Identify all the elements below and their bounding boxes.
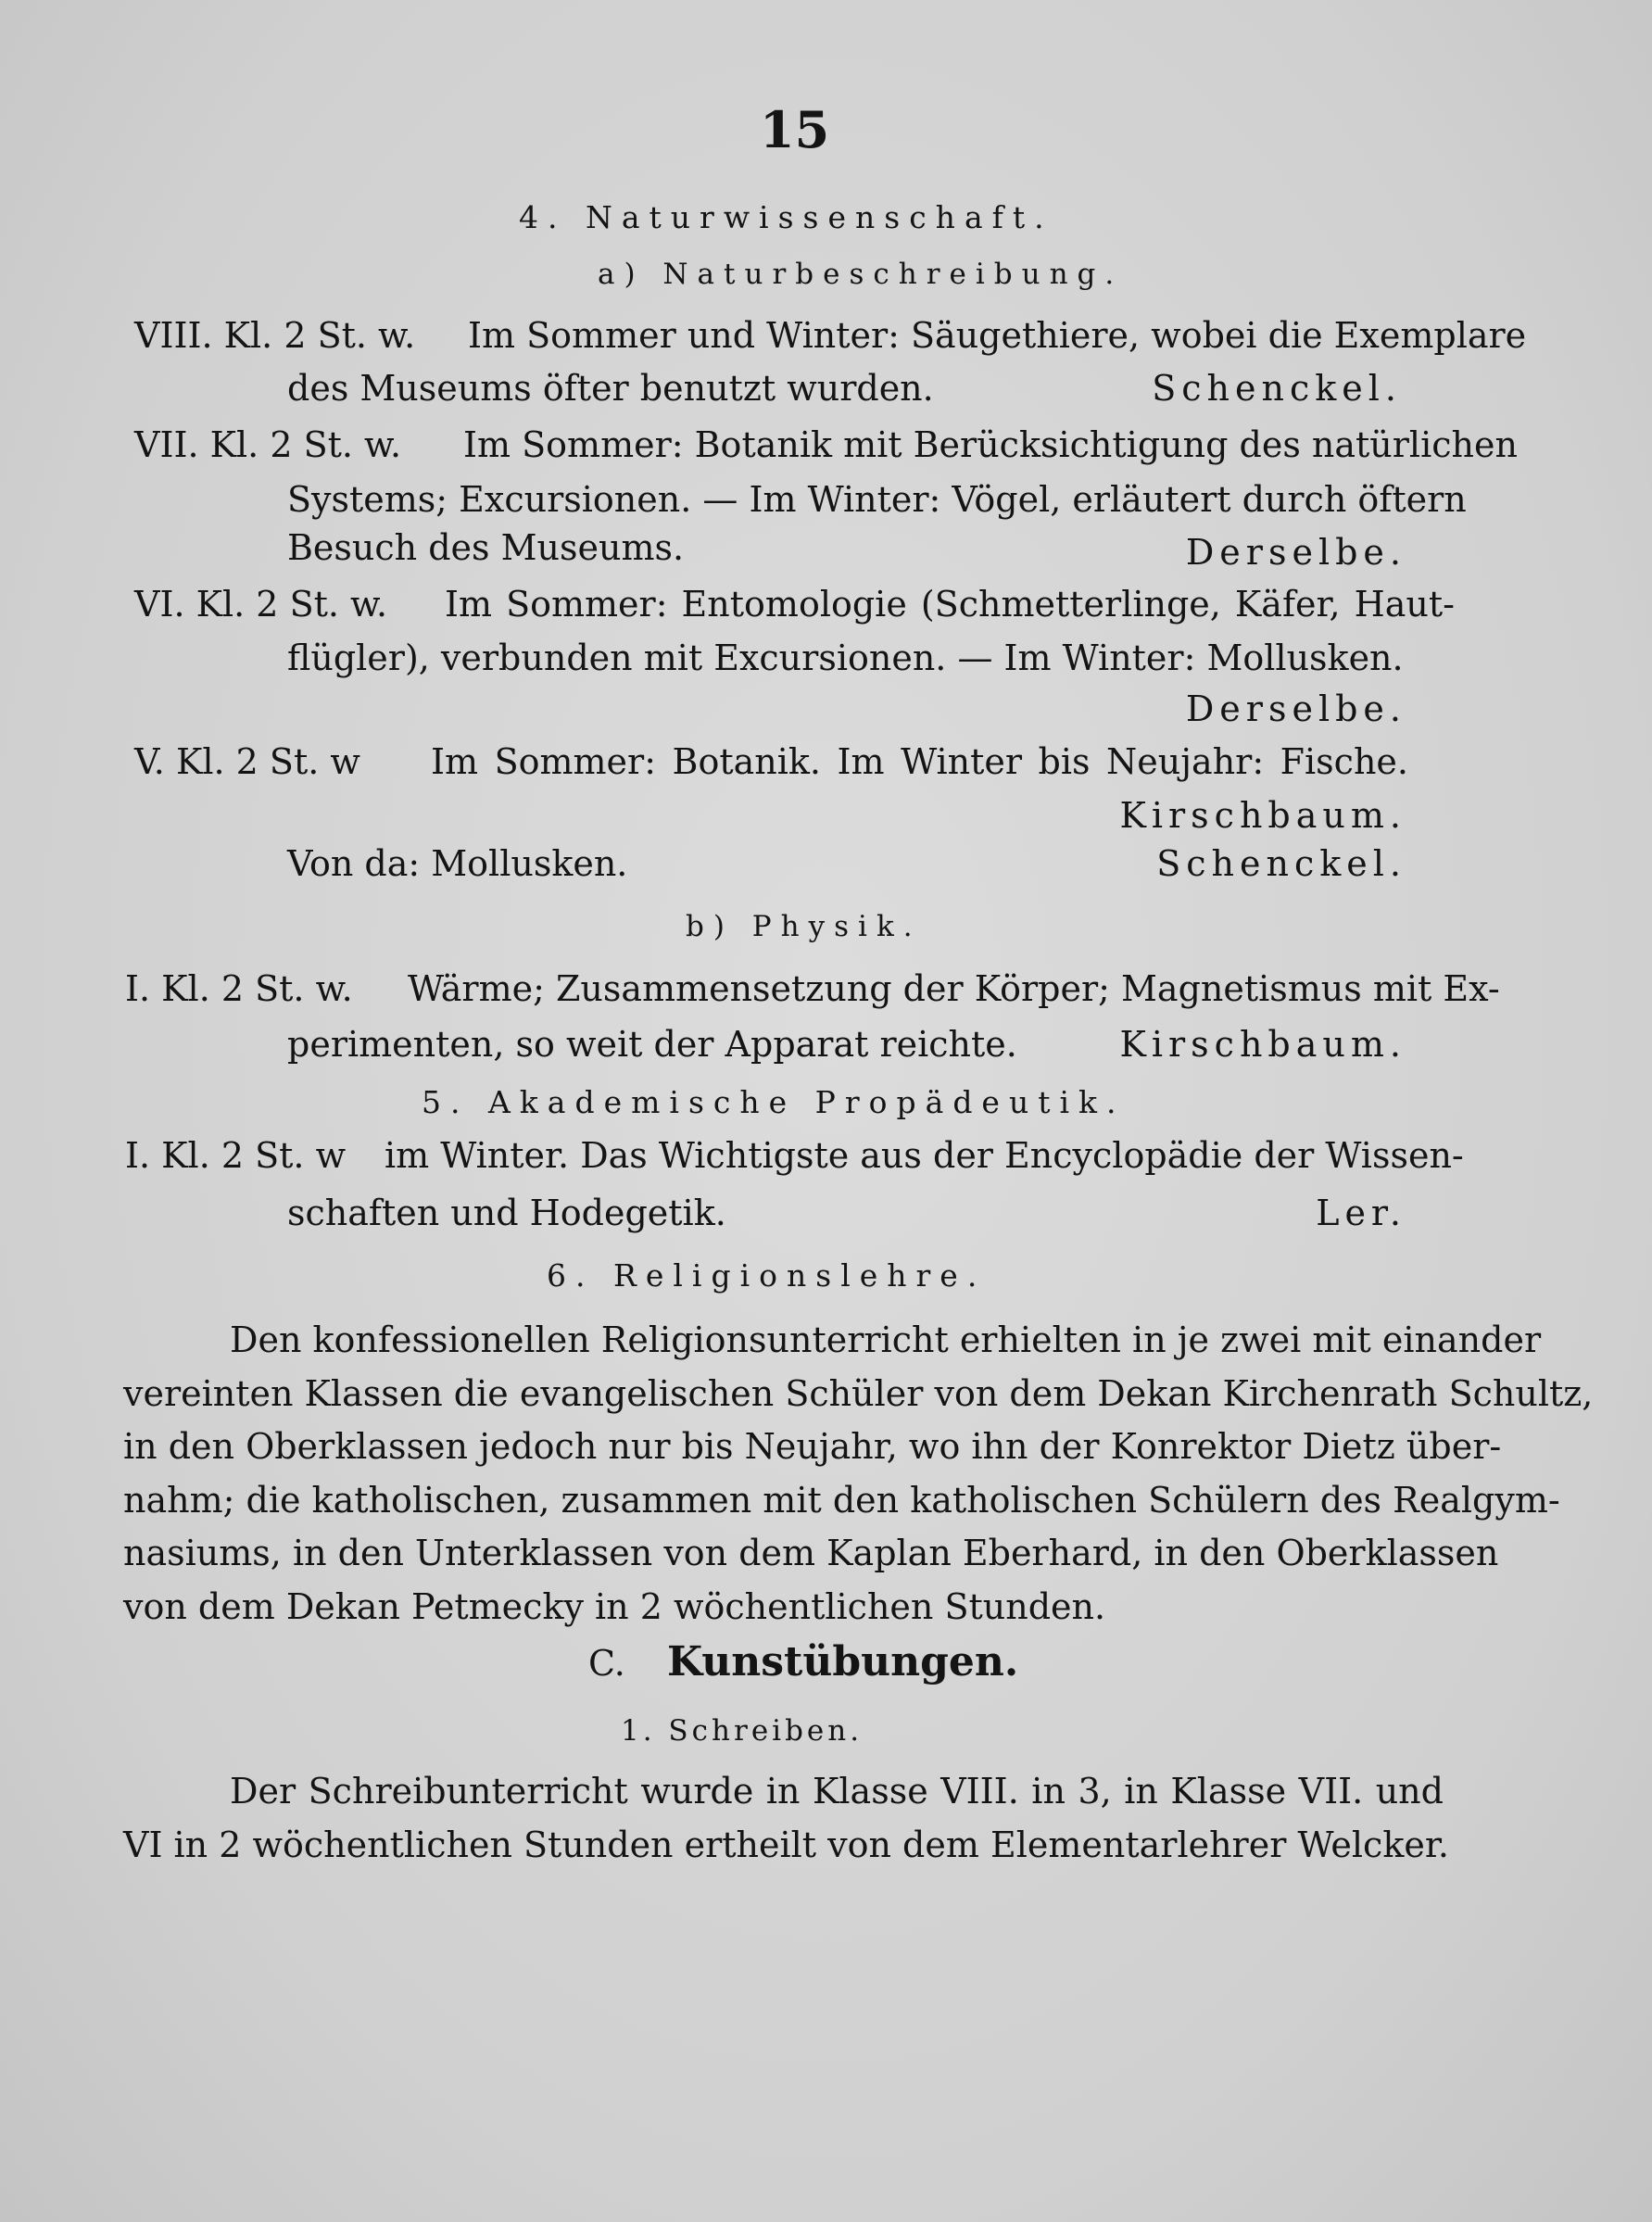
class-label-v: V. Kl. 2 St. w [134, 741, 360, 782]
paragraph-line: VI in 2 wöchentlichen Stunden ertheilt von dem Elementarlehrer Welcker. [123, 1824, 1449, 1865]
section-letter-c: C. [588, 1643, 625, 1684]
subheading-physik: b) Physik. [686, 910, 922, 943]
religion-paragraph [123, 1314, 1594, 1634]
paragraph-line: nasiums, in den Unterklassen von dem Kaplan Eberhard, in den Oberklassen [123, 1533, 1499, 1573]
paragraph-line: von dem Dekan Petmecky in 2 wöchentlichen Stunden. [123, 1585, 1106, 1627]
subheading-schreiben: 1. Schreiben. [621, 1714, 864, 1748]
class-label-vi: VI. Kl. 2 St. w. [134, 584, 388, 625]
propaedeutik-line-1: im Winter. Das Wichtigste aus der Encyclopädie der Wissen- [385, 1135, 1464, 1176]
class-label-i: I. Kl. 2 St. w. [125, 968, 353, 1009]
section-heading-naturwissenschaft: 4. Naturwissenschaft. [519, 199, 1053, 235]
entry-v-line-1: Im Sommer: Botanik. Im Winter bis Neujahr: Fische. [431, 741, 1408, 782]
class-label-vii: VII. Kl. 2 St. w. [134, 424, 402, 465]
entry-vii-line-1: Im Sommer: Botanik mit Berücksichtigung des natürlichen [463, 424, 1518, 465]
entry-vi-line-1: Im Sommer: Entomologie (Schmetterlinge, Käfer, Haut- [445, 584, 1455, 625]
entry-viii-line-1: Im Sommer und Winter: Säugethiere, wobei die Exemplare [468, 315, 1527, 356]
teacher-name: Kirschbaum. [1119, 795, 1406, 836]
section-title-kunstuebungen: Kunstübungen. [667, 1638, 1019, 1685]
paragraph-line: Den konfessionellen Religionsunterricht erhielten in je zwei mit einander [230, 1319, 1542, 1360]
section-heading-religionslehre: 6. Religionslehre. [547, 1257, 987, 1294]
teacher-name: Schenckel. [1152, 368, 1402, 409]
page-number: 15 [760, 100, 830, 159]
propaedeutik-line-2: schaften und Hodegetik. [287, 1193, 726, 1233]
teacher-name: Ler. [1316, 1193, 1406, 1233]
class-label-viii: VIII. Kl. 2 St. w. [134, 315, 416, 356]
entry-vii-line-2: Systems; Excursionen. — Im Winter: Vögel, erläutert durch öftern [287, 479, 1467, 520]
entry-v-line-2: Von da: Mollusken. [287, 843, 628, 884]
physik-line-1: Wärme; Zusammensetzung der Körper; Magnetismus mit Ex- [408, 968, 1500, 1009]
teacher-name: Kirschbaum. [1119, 1024, 1406, 1065]
entry-vii-line-3: Besuch des Museums. [287, 527, 685, 568]
subheading-naturbeschreibung: a) Naturbeschreibung. [598, 258, 1124, 291]
paragraph-line: Der Schreibunterricht wurde in Klasse VIII. in 3, in Klasse VII. und [230, 1771, 1444, 1812]
schreiben-paragraph [123, 1765, 1449, 1872]
class-label-i: I. Kl. 2 St. w [125, 1135, 347, 1176]
entry-viii-line-2: des Museums öfter benutzt wurden. [287, 368, 934, 409]
paragraph-line: vereinten Klassen die evangelischen Schüler von dem Dekan Kirchenrath Schultz, [123, 1372, 1594, 1414]
teacher-name: Derselbe. [1185, 532, 1406, 573]
teacher-name: Schenckel. [1156, 843, 1406, 884]
entry-vi-line-2: flügler), verbunden mit Excursionen. — Im Winter: Mollusken. [287, 638, 1404, 678]
teacher-name: Derselbe. [1185, 688, 1406, 729]
section-heading-propaedeutik: 5. Akademische Propädeutik. [422, 1084, 1126, 1120]
physik-line-2: perimenten, so weit der Apparat reichte. [287, 1024, 1017, 1065]
paragraph-line: nahm; die katholischen, zusammen mit den katholischen Schülern des Realgym- [123, 1479, 1560, 1521]
paragraph-line: in den Oberklassen jedoch nur bis Neujahr, wo ihn der Konrektor Dietz über- [123, 1426, 1502, 1467]
